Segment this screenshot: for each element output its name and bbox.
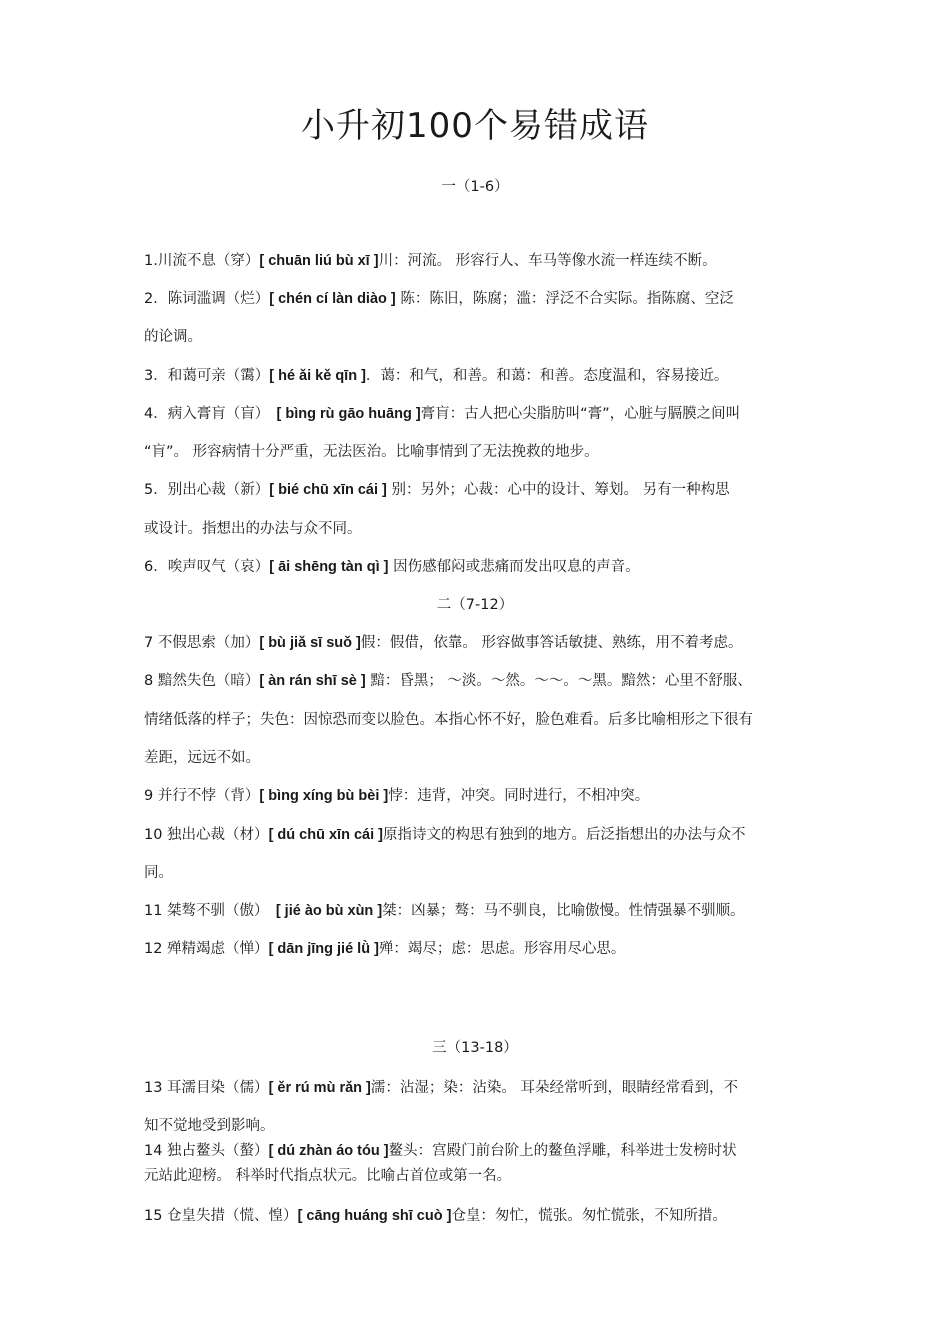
definition: 仓皇：匆忙，慌张。匆忙慌张，不知所措。: [451, 1208, 727, 1224]
idiom-term: 5．别出心裁（新）: [144, 482, 270, 498]
idiom-entry-14: [144, 1140, 814, 1162]
idiom-entry-4: [144, 403, 814, 425]
definition: 陈：陈旧，陈腐；滥：浮泛不合实际。指陈腐、空泛: [395, 291, 734, 307]
definition: 殚：竭尽；虑：思虑。形容用尽心思。: [378, 941, 626, 957]
definition: 黯：昏黑； ～淡。～然。～～。～黑。黯然：心里不舒服、: [365, 673, 752, 689]
definition: 假：假借，依靠。 形容做事答话敏捷、熟练，用不着考虑。: [360, 635, 743, 651]
idiom-term: 6．唉声叹气（哀）: [144, 559, 270, 575]
idiom-entry-7: [144, 632, 814, 654]
idiom-entry-9: [144, 785, 814, 807]
idiom-entry-11: [144, 900, 814, 922]
idiom-entry-13: [144, 1077, 814, 1099]
idiom-entry-10: [144, 824, 814, 846]
idiom-term: 8 黯然失色（暗）: [144, 673, 260, 689]
pinyin: [ cāng huáng shī cuò ]: [297, 1208, 452, 1224]
definition: 川：河流。 形容行人、车马等像水流一样连续不断。: [378, 253, 717, 269]
pinyin: [ chén cí làn diào ]: [269, 291, 396, 307]
idiom-term: 11 桀骜不驯（傲）: [144, 903, 276, 919]
definition-continued: 知不觉地受到影响。: [144, 1118, 275, 1134]
idiom-term: 15 仓皇失措（慌、惶）: [144, 1208, 298, 1224]
page-title: 小升初100个易错成语: [301, 106, 649, 146]
definition: 濡：沾湿；染：沾染。 耳朵经常听到，眼睛经常看到，不: [370, 1080, 738, 1096]
pinyin: [ bìng xíng bù bèi ]: [259, 788, 389, 804]
idiom-term: 13 耳濡目染（儒）: [144, 1080, 269, 1096]
pinyin: [ ěr rú mù rǎn ]: [268, 1080, 371, 1096]
idiom-term: 3．和蔼可亲（霭）: [144, 368, 270, 384]
definition: 鳌头：宫殿门前台阶上的鳌鱼浮雕，科举进士发榜时状: [388, 1143, 737, 1159]
section-heading: 三（13-18）: [432, 1040, 518, 1056]
section-heading: 二（7-12）: [436, 597, 514, 613]
idiom-entry-1: [144, 250, 814, 272]
idiom-entry-3: [144, 365, 814, 387]
definition-continued: 情绪低落的样子；失色：因惊恐而变以脸色。本指心怀不好，脸色难看。后多比喻相形之下很有: [144, 712, 753, 728]
definition: 膏肓：古人把心尖脂肪叫“膏”，心脏与膈膜之间叫: [420, 406, 741, 422]
definition-continued: 同。: [144, 865, 173, 881]
idiom-term: 9 并行不悖（背）: [144, 788, 260, 804]
definition-continued: 差距，远远不如。: [144, 750, 260, 766]
pinyin: [ bù jiǎ sī suǒ ]: [259, 635, 361, 651]
definition: 别：另外；心裁：心中的设计、筹划。 另有一种构思: [386, 482, 730, 498]
idiom-term: 12 殚精竭虑（惮）: [144, 941, 269, 957]
idiom-entry-12: [144, 938, 814, 960]
pinyin: [ bìng rù gāo huāng ]: [276, 406, 421, 422]
idiom-entry-6: [144, 556, 814, 578]
idiom-term: 2．陈词滥调（烂）: [144, 291, 270, 307]
pinyin: [ bié chū xīn cái ]: [269, 482, 387, 498]
pinyin: [ dú zhàn áo tóu ]: [268, 1143, 389, 1159]
pinyin: [ āi shēng tàn qì ]: [269, 559, 389, 575]
pinyin: [ dān jīng jié lǜ ]: [268, 941, 379, 957]
definition-continued: 的论调。: [144, 329, 202, 345]
pinyin: [ jié ào bù xùn ]: [275, 903, 383, 919]
pinyin: [ hé ǎi kě qīn ]: [269, 368, 366, 384]
idiom-entry-5: [144, 479, 814, 501]
definition-continued: “肓”。 形容病情十分严重，无法医治。比喻事情到了无法挽救的地步。: [144, 444, 599, 460]
definition: 原指诗文的构思有独到的地方。后泛指想出的办法与众不: [382, 827, 746, 843]
definition: 悖：违背，冲突。同时进行，不相冲突。: [388, 788, 650, 804]
definition: 因伤感郁闷或悲痛而发出叹息的声音。: [388, 559, 640, 575]
definition-continued: 或设计。指想出的办法与众不同。: [144, 521, 362, 537]
idiom-term: 14 独占鳌头（螯）: [144, 1143, 269, 1159]
idiom-term: 1.川流不息（穿）: [144, 253, 260, 269]
idiom-entry-15: [144, 1205, 814, 1227]
section-heading: 一（1-6）: [441, 179, 509, 195]
idiom-entry-8: [144, 670, 814, 692]
idiom-term: 4．病入膏肓（盲）: [144, 406, 277, 422]
definition: 桀：凶暴；骜：马不驯良，比喻傲慢。性情强暴不驯顺。: [382, 903, 745, 919]
idiom-term: 7 不假思索（加）: [144, 635, 260, 651]
definition: ．蔼：和气，和善。和蔼：和善。态度温和，容易接近。: [365, 368, 729, 384]
definition-continued: 元站此迎榜。 科举时代指点状元。比喻占首位或第一名。: [144, 1168, 512, 1184]
pinyin: [ dú chū xīn cái ]: [268, 827, 383, 843]
pinyin: [ àn rán shī sè ]: [259, 673, 366, 689]
idiom-entry-2: [144, 288, 814, 310]
pinyin: [ chuān liú bù xī ]: [259, 253, 379, 269]
idiom-term: 10 独出心裁（材）: [144, 827, 269, 843]
